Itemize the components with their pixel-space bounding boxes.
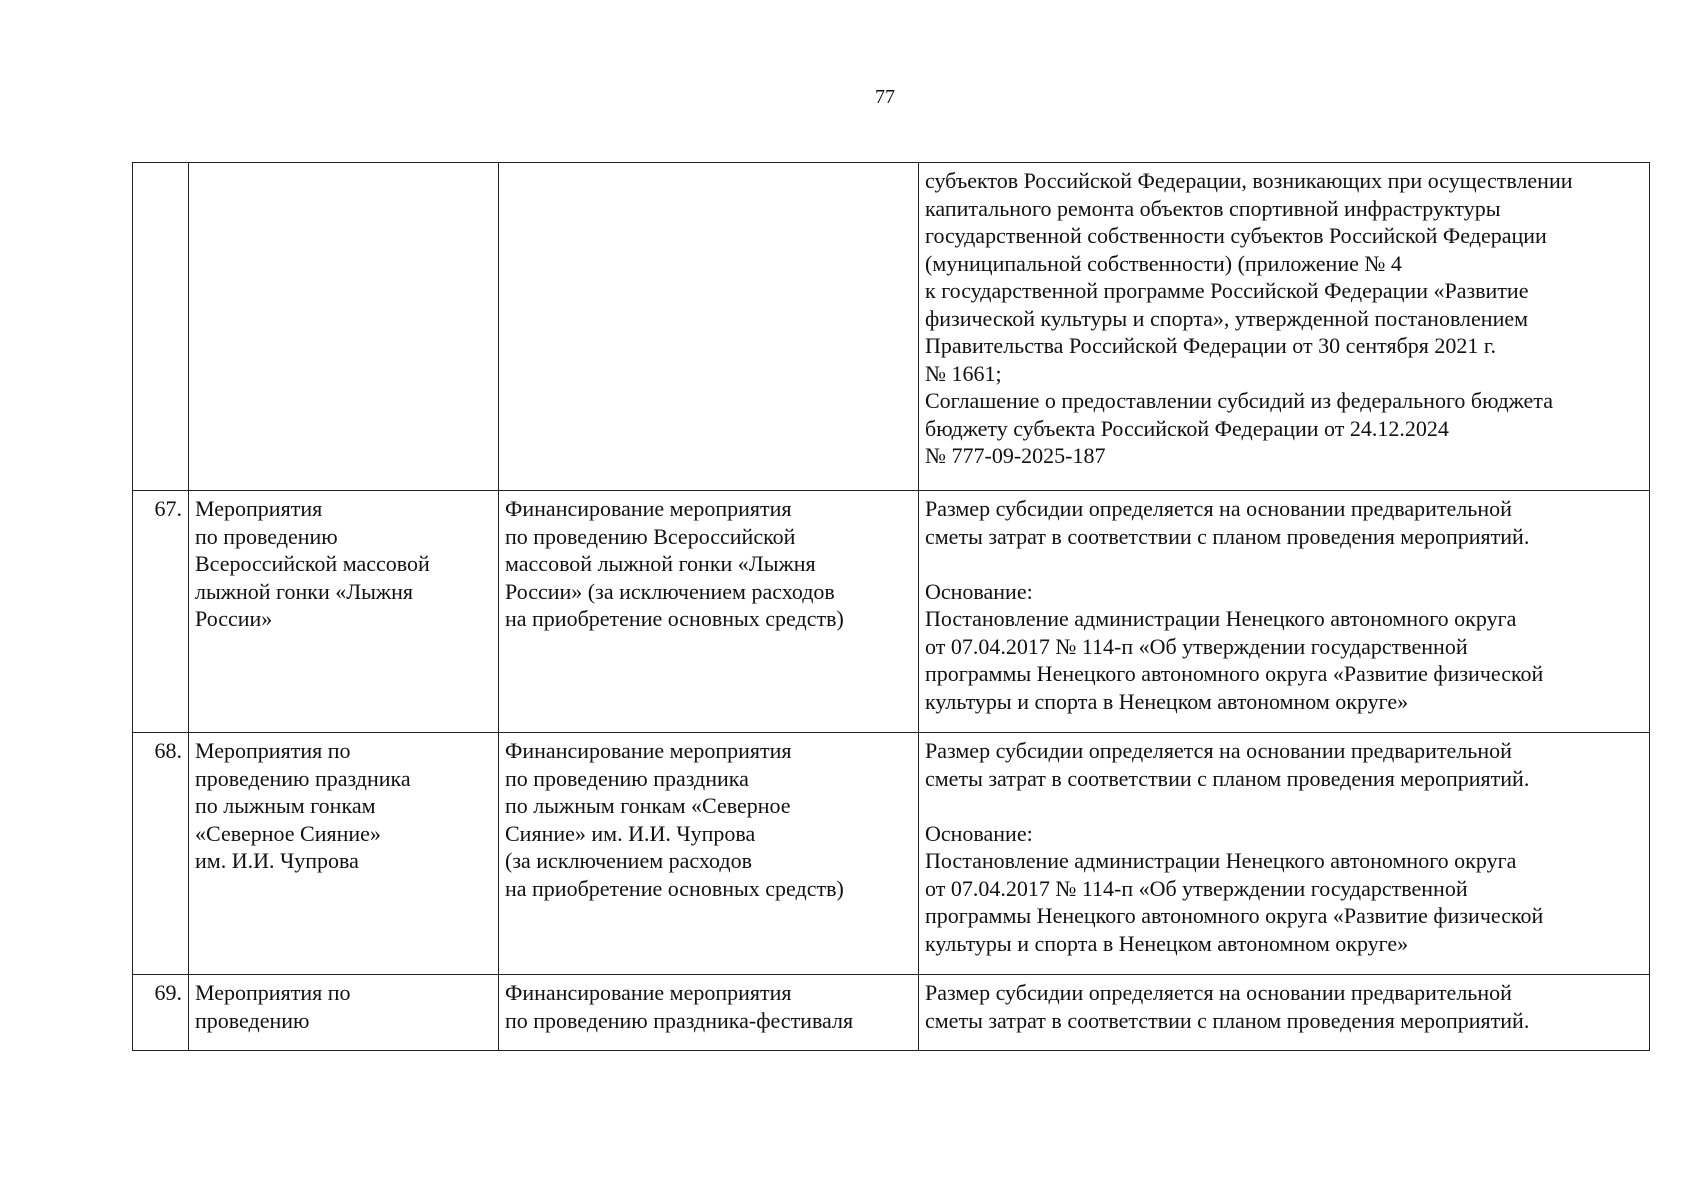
text-line: к государственной программе Российской Федерации «Развитие <box>925 278 1529 303</box>
financing-cell <box>499 491 919 733</box>
text-line: № 1661; <box>925 360 1002 386</box>
table-row <box>133 491 1650 733</box>
text-line: на приобретение основных средств) <box>505 875 844 901</box>
text-line: Размер субсидии определяется на основании предварительной <box>925 496 1512 521</box>
row-number-cell: 68. <box>133 733 189 975</box>
text-line: Соглашение о предоставлении субсидий из федерального бюджета <box>925 388 1553 413</box>
event-cell <box>189 491 499 733</box>
text-line: от 07.04.2017 № 114-п «Об утверждении государственной <box>925 633 1468 659</box>
financing-cell <box>499 975 919 1051</box>
text-line: Мероприятия <box>195 496 323 521</box>
text-line: сметы затрат в соответствии с планом проведения мероприятий. <box>925 765 1530 791</box>
text-line: Основание: <box>925 820 1033 846</box>
table-row <box>133 163 1650 491</box>
text-line: на приобретение основных средств) <box>505 606 844 631</box>
text-line: Правительства Российской Федерации от 30 сентября 2021 г. <box>925 333 1496 358</box>
table-body <box>133 163 1650 1051</box>
row-number-cell: 67. <box>133 491 189 733</box>
text-line: физической культуры и спорта», утвержденной постановлением <box>925 305 1529 331</box>
text-line: программы Ненецкого автономного округа «Развитие физической <box>925 661 1544 686</box>
basis-cell <box>919 491 1650 733</box>
text-line: по проведению Всероссийской <box>505 523 796 549</box>
text-line: им. И.И. Чупрова <box>195 848 359 873</box>
text-line: по лыжным гонкам <box>195 793 376 818</box>
text-line: Финансирование мероприятия <box>505 980 792 1005</box>
financing-cell <box>499 163 919 491</box>
text-line: России» (за исключением расходов <box>505 578 835 604</box>
document-table <box>132 162 1650 1051</box>
text-line: Размер субсидии определяется на основании предварительной <box>925 738 1512 763</box>
text-line: Основание: <box>925 578 1033 604</box>
basis-cell <box>919 733 1650 975</box>
blank-line <box>925 550 1643 578</box>
text-line: капитального ремонта объектов спортивной инфраструктуры <box>925 195 1501 221</box>
text-line: проведению праздника <box>195 765 411 791</box>
table-row <box>133 733 1650 975</box>
text-line: (муниципальной собственности) (приложение № 4 <box>925 250 1402 276</box>
text-line: сметы затрат в соответствии с планом проведения мероприятий. <box>925 1007 1530 1033</box>
text-line: по лыжным гонкам «Северное <box>505 793 791 818</box>
text-line: Мероприятия по <box>195 738 351 763</box>
row-number-cell <box>133 163 189 491</box>
text-line: сметы затрат в соответствии с планом проведения мероприятий. <box>925 523 1530 549</box>
text-line: № 777-09-2025-187 <box>925 443 1106 468</box>
text-line: Размер субсидии определяется на основании предварительной <box>925 980 1512 1005</box>
text-line: Постановление администрации Ненецкого автономного округа <box>925 606 1517 631</box>
event-cell <box>189 163 499 491</box>
text-line: культуры и спорта в Ненецком автономном округе» <box>925 688 1409 714</box>
text-line: Финансирование мероприятия <box>505 496 792 521</box>
text-line: от 07.04.2017 № 114-п «Об утверждении государственной <box>925 875 1468 901</box>
text-line: по проведению праздника-фестиваля <box>505 1007 854 1033</box>
text-line: программы Ненецкого автономного округа «Развитие физической <box>925 903 1544 928</box>
basis-cell <box>919 163 1650 491</box>
financing-cell <box>499 733 919 975</box>
page-number: 77 <box>875 86 895 108</box>
text-line: России» <box>195 606 273 631</box>
text-line: проведению <box>195 1007 310 1033</box>
text-line: массовой лыжной гонки «Лыжня <box>505 551 816 576</box>
event-cell <box>189 733 499 975</box>
text-line: Финансирование мероприятия <box>505 738 792 763</box>
text-line: Сияние» им. И.И. Чупрова <box>505 820 756 846</box>
text-line: бюджету субъекта Российской Федерации от 24.12.2024 <box>925 415 1449 441</box>
text-line: по проведению праздника <box>505 765 749 791</box>
text-line: Мероприятия по <box>195 980 351 1005</box>
event-cell <box>189 975 499 1051</box>
text-line: культуры и спорта в Ненецком автономном округе» <box>925 930 1409 956</box>
text-line: государственной собственности субъектов Российской Федерации <box>925 223 1547 248</box>
text-line: (за исключением расходов <box>505 848 752 873</box>
blank-line <box>925 792 1643 820</box>
basis-cell <box>919 975 1650 1051</box>
table-row <box>133 975 1650 1051</box>
row-number-cell: 69. <box>133 975 189 1051</box>
text-line: Постановление администрации Ненецкого автономного округа <box>925 848 1517 873</box>
text-line: Всероссийской массовой <box>195 551 430 576</box>
text-line: «Северное Сияние» <box>195 820 381 846</box>
text-line: по проведению <box>195 523 338 549</box>
text-line: субъектов Российской Федерации, возникающих при осуществлении <box>925 168 1573 193</box>
text-line: лыжной гонки «Лыжня <box>195 578 414 604</box>
